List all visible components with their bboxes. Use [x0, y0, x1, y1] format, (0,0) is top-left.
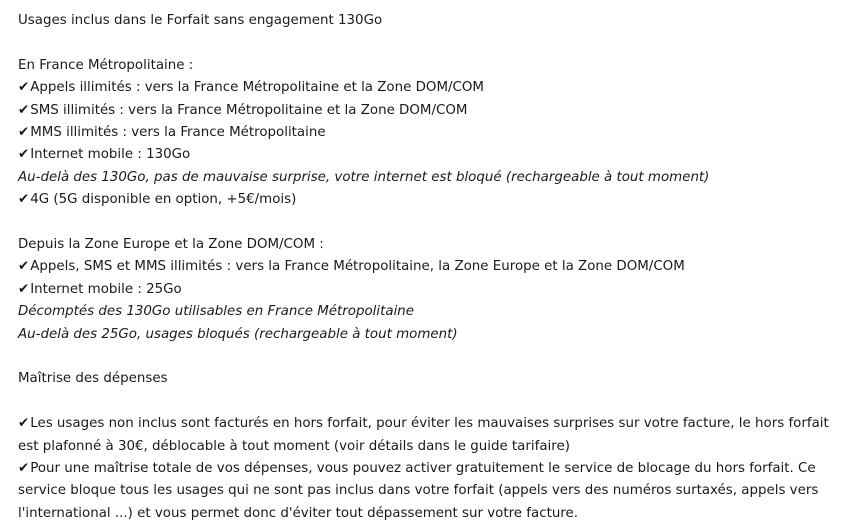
check-icon: ✔ — [18, 147, 30, 163]
check-icon: ✔ — [18, 281, 30, 297]
list-item: ✔SMS illimités : vers la France Métropolitaine et la Zone DOM/COM — [18, 102, 468, 118]
check-icon: ✔ — [18, 461, 30, 477]
offer-details — [18, 10, 830, 525]
spacer — [18, 212, 830, 234]
france-note: Au-delà des 130Go, pas de mauvaise surprise, votre internet est bloqué (rechargeable à tout moment) — [18, 169, 710, 185]
list-item: ✔Internet mobile : 130Go — [18, 147, 191, 163]
list-item: ✔Appels, SMS et MMS illimités : vers la France Métropolitaine, la Zone Europe et la Zone DOM/COM — [18, 259, 685, 275]
check-icon: ✔ — [18, 80, 30, 96]
list-item: ✔Internet mobile : 25Go — [18, 281, 182, 297]
spacer — [18, 391, 830, 413]
depenses-paragraph: ✔Les usages non inclus sont facturés en hors forfait, pour éviter les mauvaises surprises sur votre facture, le hors forfait est plafonné à 30€, déblocable à tout moment (voir détails dans le guide tarifaire) — [18, 416, 829, 454]
depenses-heading: Maîtrise des dépenses — [18, 371, 168, 387]
europe-heading: Depuis la Zone Europe et la Zone DOM/COM : — [18, 237, 324, 253]
spacer — [18, 346, 830, 368]
depenses-paragraph: ✔Pour une maîtrise totale de vos dépenses, vous pouvez activer gratuitement le service de blocage du hors forfait. Ce service bloque tous les usages qui ne sont pas inclus dans votre forfait (appels vers des numéros surtaxés, appels vers l'international ...) et vous permet donc d'éviter tout dépassement sur votre facture. — [18, 461, 819, 521]
france-heading: En France Métropolitaine : — [18, 57, 194, 73]
list-item: ✔Appels illimités : vers la France Métropolitaine et la Zone DOM/COM — [18, 80, 484, 96]
check-icon: ✔ — [18, 259, 30, 275]
spacer — [18, 32, 830, 54]
check-icon: ✔ — [18, 125, 30, 141]
list-item: ✔MMS illimités : vers la France Métropolitaine — [18, 125, 326, 141]
check-icon: ✔ — [18, 102, 30, 118]
europe-note: Décomptés des 130Go utilisables en France Métropolitaine — [18, 304, 415, 320]
offer-title: Usages inclus dans le Forfait sans engagement 130Go — [18, 13, 383, 28]
check-icon: ✔ — [18, 192, 30, 208]
check-icon: ✔ — [18, 416, 30, 432]
list-item: ✔4G (5G disponible en option, +5€/mois) — [18, 192, 297, 208]
europe-note: Au-delà des 25Go, usages bloqués (rechargeable à tout moment) — [18, 326, 458, 342]
